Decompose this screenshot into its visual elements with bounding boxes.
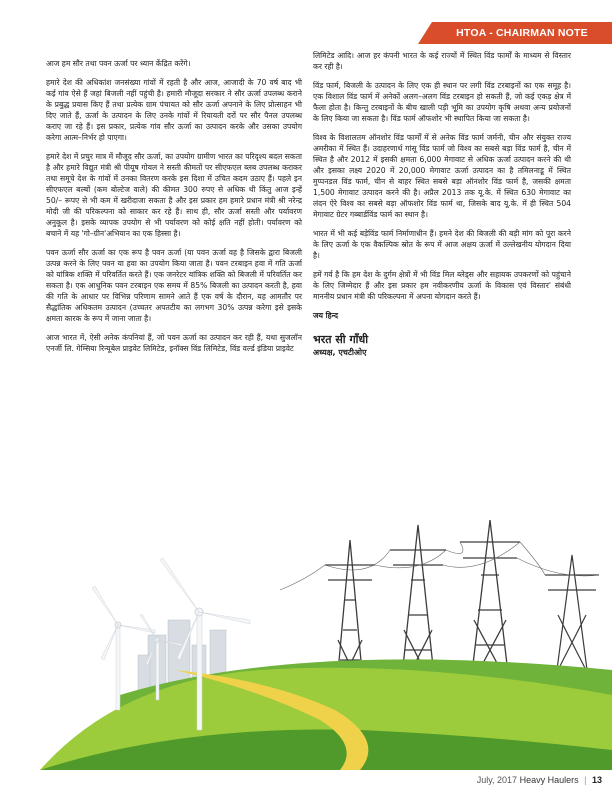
right-paragraph-2: विंड फार्म, बिजली के उत्पादन के लिए एक ही स्थान पर लगी विंड टरबाइनों का एक समूह है। एक विशाल विंड फार्म में अनेकों अलग–अलग विंड टरबाइन हो सकती हैं, जो कई एकड़ क्षेत्र में फैला होता है। किन्तु टरबाइनों के बीच खाली पड़ी भूमि का उपयोग कृषि अथवा अन्य प्रयोजनों के लिए किया जा सकता है। विंड फार्म ऑफशोर भी स्थापित किया जा सकता है।	[313, 81, 571, 123]
signatory-name: भरत सी गाँधी	[313, 333, 369, 346]
section-label: HTOA - CHAIRMAN NOTE	[456, 27, 588, 39]
power-lines	[280, 542, 599, 590]
right-paragraph-1: लिमिटेड आदि। आज हर कंपनी भारत के कई राज्यों में स्थित विंड फार्मों के माध्यम से विस्तार कर रही है।	[313, 51, 571, 71]
left-paragraph-5: आज भारत में, ऐसी अनेक कंपनियां हैं, जो पवन ऊर्जा का उत्पादन कर रही हैं, यथा सुजलॉन एनर्जी लि. गेम्सिया रिन्यूबेल प्राइवेट लिमिटेड, इनॉक्स विंड लिमिटेड, विंड वर्ल्ड इंडिया प्राइवेट	[46, 333, 302, 353]
right-paragraph-4: भारत में भी कई बड़ेविंड फार्म निर्माणाधीन हैं। हमने देश की बिजली की बड़ी मांग को पूरा करने के लिए ऊर्जा के एक वैकल्पिक स्रोत के रूप में आज अक्षय ऊर्जा में उल्लेखनीय योगदान दिया है।	[313, 229, 571, 260]
right-column	[313, 50, 571, 358]
right-paragraph-5: हमें गर्व है कि हम देश के दुर्गम क्षेत्रों में भी विंड मिल ब्लेड्स और सहायक उपकरणों को पहुंचाने के लिए जिम्मेदार हैं और इस प्रकार हम नवीकरणीय ऊर्जा के विकास एवं विस्तार' संबंधी माननीय प्रधान मंत्री की परिकल्पना में अपना योगदान करते हैं।	[313, 270, 571, 301]
footer-separator: |	[584, 775, 587, 785]
footer-page-number: 13	[591, 775, 602, 785]
left-paragraph-2: हमारे देश की अधिकांश जनसंख्या गांवों में रहती है और आज, आजादी के 70 वर्ष बाद भी कई गांव ऐसे हैं जहां बिजली नहीं पहुंची है। हमारी मौजूदा सरकार ने सौर ऊर्जा उपलब्ध कराने के प्रबुद्ध प्रयास किए हैं तथा प्रत्येक ग्राम पंचायत को सौर ऊर्जा अपनाने के लिए प्रोत्साहन भी दिए जाते हैं, ऊर्जा के उत्पादन के लिए उनके गांवों में रियायती दरों पर सौर पैनल उपलब्ध कराए जा रहे हैं। इस प्रकार, प्रत्येक गांव सौर ऊर्जा का उत्पादन करके और उसका उपयोग करेगा आत्म–निर्भर हो पाएगा।	[46, 78, 302, 142]
signatory-title: अध्यक्ष, एचटीओए	[313, 348, 367, 357]
footer-date: July, 2017	[476, 775, 518, 785]
greeting: जय हिन्द	[313, 311, 339, 320]
wind-energy-illustration	[0, 520, 612, 770]
left-column	[46, 58, 302, 362]
left-paragraph-1: आज हम सौर तथा पवन ऊर्जा पर ध्यान केंद्रित करेंगे।	[46, 59, 191, 68]
left-paragraph-4: पवन ऊर्जा सौर ऊर्जा का एक रूप है पवन ऊर्जा (या पवन ऊर्जा वह है जिसके द्वारा बिजली उत्पन्न करने के लिए पवन या हवा का उपयोग किया जाता है। पवन टरबाइन हवा में गति ऊर्जा को यांत्रिक शक्ति में परिवर्तित करते हैं। एक जनरेटर यांत्रिक शक्ति को बिजली में परिवर्तित कर सकता है। एक आधुनिक पवन टरबाइन एक समय में 85% बिजली का उत्पादन करती है, हवा की गति के आधार पर विभिन्न परिणाम सामने आते हैं एक वर्ष के दौरान, यह आमतौर पर सैद्धांतिक अधिकतम उत्पादन (उच्चतर अपतटीय का लगभग 30% उत्पन्न करेगा इसे इसके क्षमता कारक के रूप में जाना जाता है।	[46, 248, 302, 323]
right-paragraph-3: विश्व के विशालतम ऑनशोर विंड फार्मों में से अनेक विंड फार्म जर्मनी, चीन और संयुक्त राज्य अमरीका में स्थित हैं। उदाहरणार्थ गांसू विंड फार्म जो विश्व का सबसे बड़ा विंड फार्म है, चीन में स्थित है और 2012 में इसकी क्षमता 6,000 मेगावाट से अधिक ऊर्जा उत्पादन करने की थी और इसका लक्ष्य 2020 में 20,000 मेगावाट ऊर्जा उत्पादन का है तमिलनाडू में स्थित मुप्पनडल विंड फार्म, चीन से बाहर स्थित सबसे बड़ा ऑनशोर विंड फार्म है, जसकी क्षमता 1,500 मेगावाट उत्पादन करने की है। अप्रैल 2013 तक यू.के. में स्थित 630 मेगावाट का लंदन ऐरे विश्व का सबसे बड़ा ऑफशोर विंड फार्म था, जिसके बाद यू.के. में ही स्थित 504 मेगावाट ग्रेटर गब्बार्डविंड फार्म का स्थान है।	[313, 133, 571, 219]
left-paragraph-3: हमारे देश में प्रचुर मात्र में मौजूद सौर ऊर्जा, का उपयोग ग्रामीण भारत का परिदृश्य बदल सकता है और हमारे विद्युत मंत्री श्री पीयूष गोयल ने सस्ती कीमतों पर सीएफएल ब्लब उपलब्ध कराकर तथा समूचे देश के गांवों में उनका वितरण करके इस दिशा में उचित कदम उठाए हैं। पहले इन सीएफएल बल्बों (कम बोल्टेज वाले) की कीमत 300 रुपए से अधिक थी किंतु आज इन्हें 50/– रूपए से भी कम में खरीदाजा सकता है और इस प्रकार हम हमारे प्रधान मंत्री श्री नरेन्द्र मोदी जी की परिकल्पना को साकार कर रहे हैं। साथ ही, सौर ऊर्जा सस्ती और पर्यावरण अनुकूल है। इसके व्यापक उपयोग से भी पर्यावरण को कोई क्षति नहीं होती। पर्यावरण को बचाने में यह 'गो–ग्रीन'अभियान का एक हिस्सा है।	[46, 152, 302, 238]
page-footer	[477, 775, 602, 785]
section-header-band	[432, 22, 612, 44]
footer-magazine: Heavy Haulers	[519, 775, 579, 785]
